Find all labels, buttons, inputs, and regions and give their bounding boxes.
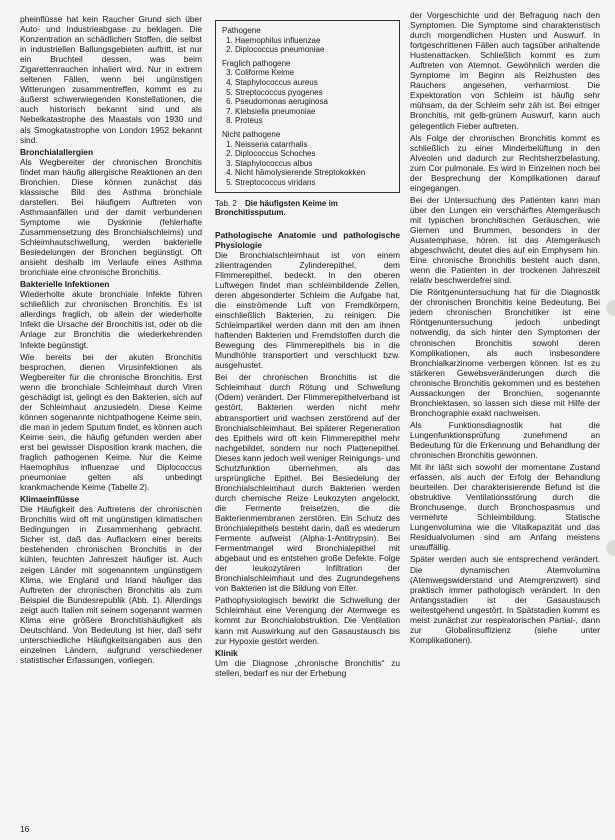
paragraph: Bei der Untersuchung des Patienten kann man über den Lungen ein verschärftes Atemgeräusch mit typischen bronchitischen Geräuschen, wie Giemen und Brummen, besonders in der Ausatemphase, hören. Ist das Atemgeräusch abgeschwächt, deutet dies auf ein Emphysem hin. Eine chronische Bronchitis besteht auch dann, wenn die Patienten in der trockenen Jahreszeit relativ beschwerdefrei sind. (410, 194, 600, 286)
section-heading: Klinik (215, 647, 238, 658)
list-item: 4. Nicht hämolysierende Streptokokken (235, 168, 393, 178)
paragraph: Als Funktionsdiagnostik hat die Lungenfunktionsprüfung zunehmend an Bedeutung für die Erkennung und Behandlung der chronischen Bronchitis gewonnen. (410, 419, 600, 461)
scan-edge-mark (606, 300, 615, 316)
paragraph: Mit ihr läßt sich sowohl der momentane Zustand erfassen, als auch der Erfolg der Behandlung beurteilen. Der charakterisierende Befund ist die obstruktive Ventilationsstörung durch die Bronchusenge, durch Bronchospasmus und vermehrte Schleimbildung. Statische Lungenvolumina wie die Vitalkapazität und das Residualvolumen sind am Anfang meistens unauffällig. (410, 462, 600, 553)
section-heading: Pathologische Anatomie und pathologische Physiologie (215, 229, 400, 250)
section-heading: Bakterielle Infektionen (20, 279, 110, 290)
list-item: 6. Pseudomonas aeruginosa (235, 97, 393, 107)
paragraph: Die Röntgenuntersuchung hat für die Diagnostik der chronischen Bronchitis keine Bedeutung. Bei jedem chronischen Bronchitiker ist eine Röntgenuntersuchung jedoch unbedingt notwendig, da sich hinter den Symptomen der chronischen Bronchitis sowohl deren Komplikationen, als auch insbesondere Bronchialkarzinome verbergen können. Ist es zu stärkeren Gewebsveränderungen durch die chronische Bronchitis gekommen und es bestehen Aussackungen der Bronchien, sogenannte Bronchiektasen, so lassen sich diese mit Hilfe der Bronchographie exakt nachweisen. (410, 287, 600, 418)
list-item: 3. Staphylococcus albus (235, 159, 393, 169)
questionable-list (222, 68, 393, 126)
table-group-header: Pathogene (222, 26, 261, 35)
paragraph: Als Folge der chronischen Bronchitis kommt es schließlich zu einer Minderbelüftung in den Alveolen und dadurch zur Rechtsherzbelastung, zum Cor pulmonale. Es wird in Einzelnen noch bei der Besprechung der Komplikationen darauf eingegangen. (410, 132, 600, 193)
list-item: 5. Streptococcus viridans (235, 178, 393, 188)
paragraph: Bei der chronischen Bronchitis ist die Schleimhaut durch Rötung und Schwellung (Ödem) verändert. Der Flimmerepithelverband ist gestört, Bakterien werden nicht mehr abtransportiert und wachsen zerstörend auf der Bronchialschleimhaut. Bei späterer Regeneration des Epithels wird oft kein Flimmerepithel mehr nachgebildet, sondern nur noch Plattenepithel. Dieses kann jedoch weil weniger Reinigungs- und Schutzfunktion übernehmen, als das ursprüngliche Epithel. Bei Besiedelung der Bronchialschleimhaut durch Bakterien werden durch chemische Reize Leukozyten angelockt, die Fermente freisetzen, die die Bakterienmembranen zerstören. Ein Schutz des Bronchialepithels besteht darin, daß es wiederum Fermente aufweist (Alpha-1-Antitrypsin). Bei Fermentmangel wird Bronchialepithel mit abgebaut und es entstehen große Defekte. Folge der leukozytären Infiltration der Bronchialschleimhaut und des Zugrundegehens von Bakterien ist die Bildung von Eiter. (215, 372, 400, 594)
table-group-header: Nicht pathogene (222, 129, 281, 139)
scan-edge-mark (606, 540, 615, 556)
list-item: 2. Diplococcus pneumoniae (235, 45, 393, 55)
page-number: 16 (20, 824, 30, 834)
list-item: 4. Staphylococcus aureus (235, 78, 393, 88)
paragraph: Wie bereits bei der akuten Bronchitis besprochen, dienen Virusinfektionen als Wegbereiter für die chronische Bronchitis. Erst wenn die bronchiale Schleimhaut durch Viren geschädigt ist, gelingt es den Bakterien, sich auf der Schleimhaut anzusiedeln. Diese Keime können sogenannte nichtpathogene Keime sein, die man in jedem Sputum findet, es können auch Keime sein, die häufig gefunden werden aber erst bei gewisser Disposition krank machen, die fraglich pathogenen Keime. Nur die Keime Haemophilus influenzae und Diplococcus pneumoniae gelten als unbedingt krankmachende Keime (Tabelle 2). (20, 351, 202, 493)
list-item: 8. Proteus (235, 116, 393, 126)
nonpathogenic-list (222, 140, 393, 188)
paragraph: Um die Diagnose „chronische Bronchitis“ zu stellen, bedarf es nur der Erhebung (215, 657, 400, 678)
caption-label: Tab. 2 (215, 198, 237, 208)
pathogenic-list (222, 36, 393, 55)
text-column-middle (215, 20, 400, 680)
list-item: 1. Neisseria catarrhalis (235, 140, 393, 150)
caption-text: Die häufigsten Keime im Bronchitissputum. (215, 198, 338, 218)
paragraph: der Vorgeschichte und der Befragung nach den Symptomen. Die Symptome sind charakteristisch durch morgendlichen Husten und Auswurf. In fortgeschrittenen Fällen auch tagsüber anhaltende Hustenattacken. Schließlich kommt es zum Auftreten von Atemnot. Gewöhnlich werden die Symptome im Beginn als Reizhusten des Rauchers angesehen, verharmlost. Die Expektoration von Schleim ist häufig sehr mühsam, da der Schleim sehr zäh ist. Bei eitriger Bronchitis, mit gelb-grünem Auswurf, kann auch gelegentlich Fieber auftreten. (410, 10, 600, 131)
table-caption (215, 199, 400, 218)
paragraph: pheinflüsse hat kein Raucher Grund sich über Auto- und Industrieabgase zu beklagen. Die Konzentration an schädlichen Stoffen, die selbst in industriellen Ballungsgebieten auftritt, ist nur ein Bruchteil dessen, was beim Zigarettenrauchen inhaliert wird. Nur in extrem seltenen Fällen, wenn bei ungünstigen Witterungen zusammentreffen, kommt es zu äußerst schwerwiegenden Konstellationen, die auch historisch bekannt sind und als Nebelkatastrophe des Maastals von 1930 und als Smogkatastrophe von London 1952 bekannt sind. (20, 14, 202, 145)
text-column-left (20, 14, 202, 667)
section-heading: Klimaeinflüsse (20, 494, 80, 505)
paragraph: Wiederholte akute bronchiale Infekte führen schließlich zur chronischen Bronchitis. Es ist allerdings fraglich, ob allein der wiederholte Infekt die Ursache der Bronchitis ist, oder ob die Anlage zur Bronchitis die wiederkehrenden Infekte begünstigt. (20, 289, 202, 350)
paragraph: Als Wegbereiter der chronischen Bronchitis findet man häufig allergische Reaktionen an den Bronchien. Diese können zunächst das klassische Bild des Asthma bronchiale darstellen. Bei häufigem Auftreten von Asthmaanfällen und der damit verbundenen Symptome wie Dyskrinie (fehlerhafte Zusammensetzung des Bronchialschleims) und Schleimhautschwellung, werden bakterielle Besiedelungen der Bronchen begünstigt. Oft ansieht deshalb im Verlaufe eines Asthma bronchiale eine chronische Bronchitis. (20, 156, 202, 278)
section-heading: Bronchialallergien (20, 146, 94, 157)
table-group-header: Fraglich pathogene (222, 58, 291, 68)
list-item: 7. Klebsiella pneumoniae (235, 107, 393, 117)
list-item: 3. Coliforme Keime (235, 68, 393, 78)
paragraph: Später werden auch sie entsprechend verändert. Die dynamischen Atemvolumina (Atemwegswiderstand und Atemgrenzwert) sind praktisch immer pathologisch verändert. In den Anfangsstadien ist der Gasaustausch weitestgehend ungestört. In Spätstadien kommt es meist zunächst zur respiratorischen Partial-, dann zur Globalinsuffizienz (siehe unter Komplikationen). (410, 554, 600, 645)
paragraph: Die Bronchialschleimhaut ist von einem zilientragenden Zylinderepithel, dem Flimmerepithel, bedeckt. In den oberen Luftwegen findet man schleimbildende Zellen, deren abgesonderter Schleim die Aufgabe hat, die einströmende Luft von Fremdkörpern, einschließlich Bakterien, zu reinigen. Die Schleimpartikel werden dann mit den am ihnen haftenden Bakterien und Fremdstoffen durch die Bewegung des Flimmerepithels bis in die Mundhöhle transportiert und verschluckt bzw. ausgehustet. (215, 249, 400, 371)
paragraph: Pathophysiologisch bewirkt die Schwellung der Schleimhaut eine Verengung der Atemwege es kommt zur Bronchialobstruktion. Die Ventilation kann mit Auswirkung auf den Gasaustausch bis zur Hypoxie gestört werden. (215, 595, 400, 646)
paragraph: Die Häufigkeit des Auftretens der chronischen Bronchitis wird oft mit ungünstigen klimatischen Bedingungen in Zusammenhang gebracht. Sicher ist, daß das Auflackern einer bereits bestehenden chronischen Bronchitis in der kühlen, feuchten Jahreszeit häufiger ist. Auch zeigen Länder mit sogenanntem ungünstigem Klima, wie England und Irland häufiger das Auftreten der chronischen Bronchitis als zum Beispiel die Bundesrepublik (Abb. 1). Allerdings zeigt auch Italien mit seinem sogenannt warmen Klima eine größere Bronchitishäufigkeit als Deutschland. Von Bedeutung ist hier, daß sehr unterschiedliche Häufigkeitsangaben aus den einzelnen Ländern, aufgrund verschiedener statistischer Erfassungen, vorliegen. (20, 504, 202, 665)
list-item: 5. Streptococcus pyogenes (235, 88, 393, 98)
text-column-right (410, 10, 600, 647)
germ-table (215, 20, 400, 193)
list-item: 2. Diplococcus Schoches (235, 149, 393, 159)
list-item: 1. Haemophilus influenzae (235, 36, 393, 46)
